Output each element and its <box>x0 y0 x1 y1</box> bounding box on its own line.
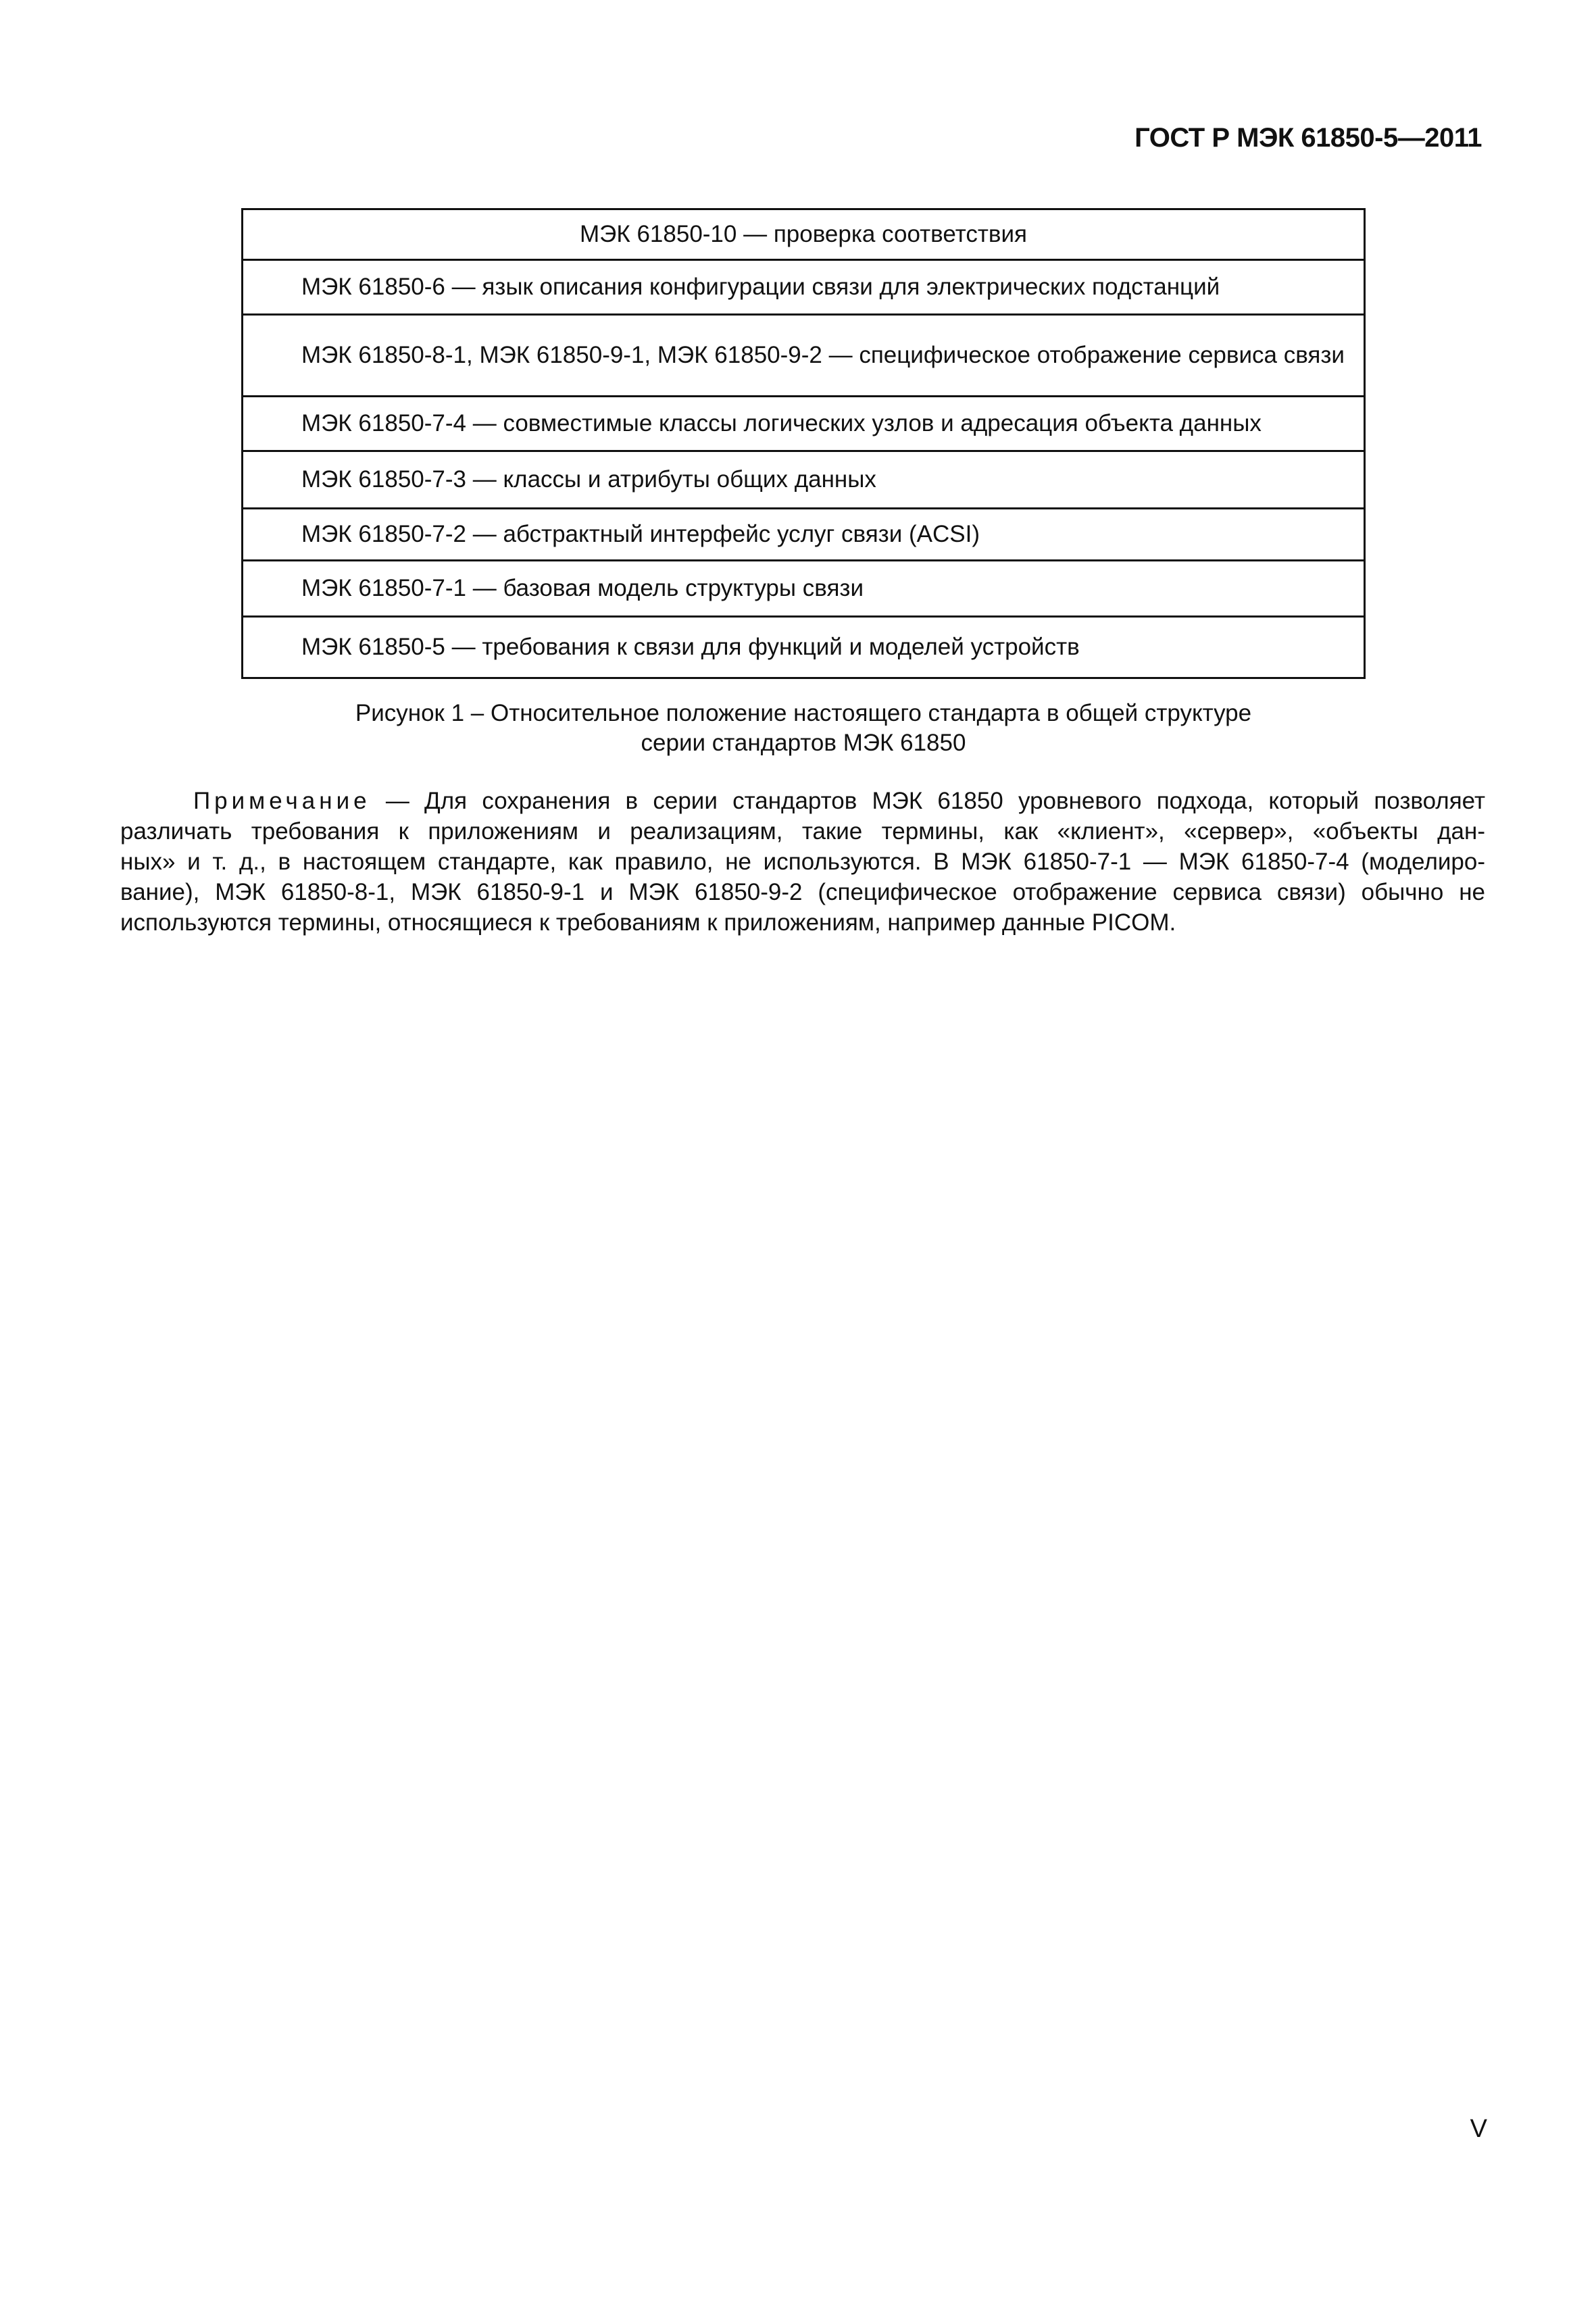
note-line: ных» и т. д., в настоящем стандарте, как правило, не используются. В МЭК 61850-7-1 — МЭК 61850-7-4 (моделиро- <box>120 849 1485 875</box>
structure-row-text: МЭК 61850-7-4 — совместимые классы логических узлов и адресация объекта данных <box>243 397 1365 451</box>
structure-row-text: МЭК 61850-7-1 — базовая модель структуры связи <box>243 561 1365 617</box>
structure-row <box>243 397 1365 451</box>
structure-row-text: МЭК 61850-8-1, МЭК 61850-9-1, МЭК 61850-9-2 — специфическое отображение сервиса связи <box>243 315 1365 397</box>
structure-row <box>243 315 1365 397</box>
structure-row <box>243 260 1365 315</box>
structure-row <box>243 561 1365 617</box>
note-line <box>120 786 1485 816</box>
structure-row-text: МЭК 61850-6 — язык описания конфигурации связи для электрических подстанций <box>243 260 1365 315</box>
note-paragraph <box>120 786 1485 938</box>
structure-row <box>243 617 1365 678</box>
structure-row-text: МЭК 61850-7-2 — абстрактный интерфейс услуг связи (ACSI) <box>243 509 1365 561</box>
note-text: — Для сохранения в серии стандартов МЭК 61850 уровневого подхода, который позволяет <box>385 788 1485 814</box>
standards-structure-figure <box>241 208 1366 679</box>
structure-row-text: МЭК 61850-10 — проверка соответствия <box>243 209 1365 260</box>
figure-caption <box>241 699 1366 758</box>
note-label: Примечание <box>193 788 371 814</box>
structure-row <box>243 509 1365 561</box>
page-number: V <box>1470 2115 1487 2143</box>
structure-row <box>243 451 1365 509</box>
structure-row-text: МЭК 61850-7-3 — классы и атрибуты общих данных <box>243 451 1365 509</box>
structure-row <box>243 209 1365 260</box>
note-line: вание), МЭК 61850-8-1, МЭК 61850-9-1 и МЭК 61850-9-2 (специфическое отображение сервиса связи) обычно не <box>120 879 1485 905</box>
note-line: используются термины, относящиеся к требованиям к приложениям, например данные PICOM. <box>120 909 1176 936</box>
document-code-header: ГОСТ Р МЭК 61850-5—2011 <box>1134 123 1482 153</box>
note-line: различать требования к приложениям и реализациям, такие термины, как «клиент», «сервер», «объекты дан- <box>120 818 1485 845</box>
structure-row-text: МЭК 61850-5 — требования к связи для функций и моделей устройств <box>243 617 1365 678</box>
figure-caption-line: серии стандартов МЭК 61850 <box>641 730 966 756</box>
figure-caption-line: Рисунок 1 – Относительное положение настоящего стандарта в общей структуре <box>355 700 1252 726</box>
